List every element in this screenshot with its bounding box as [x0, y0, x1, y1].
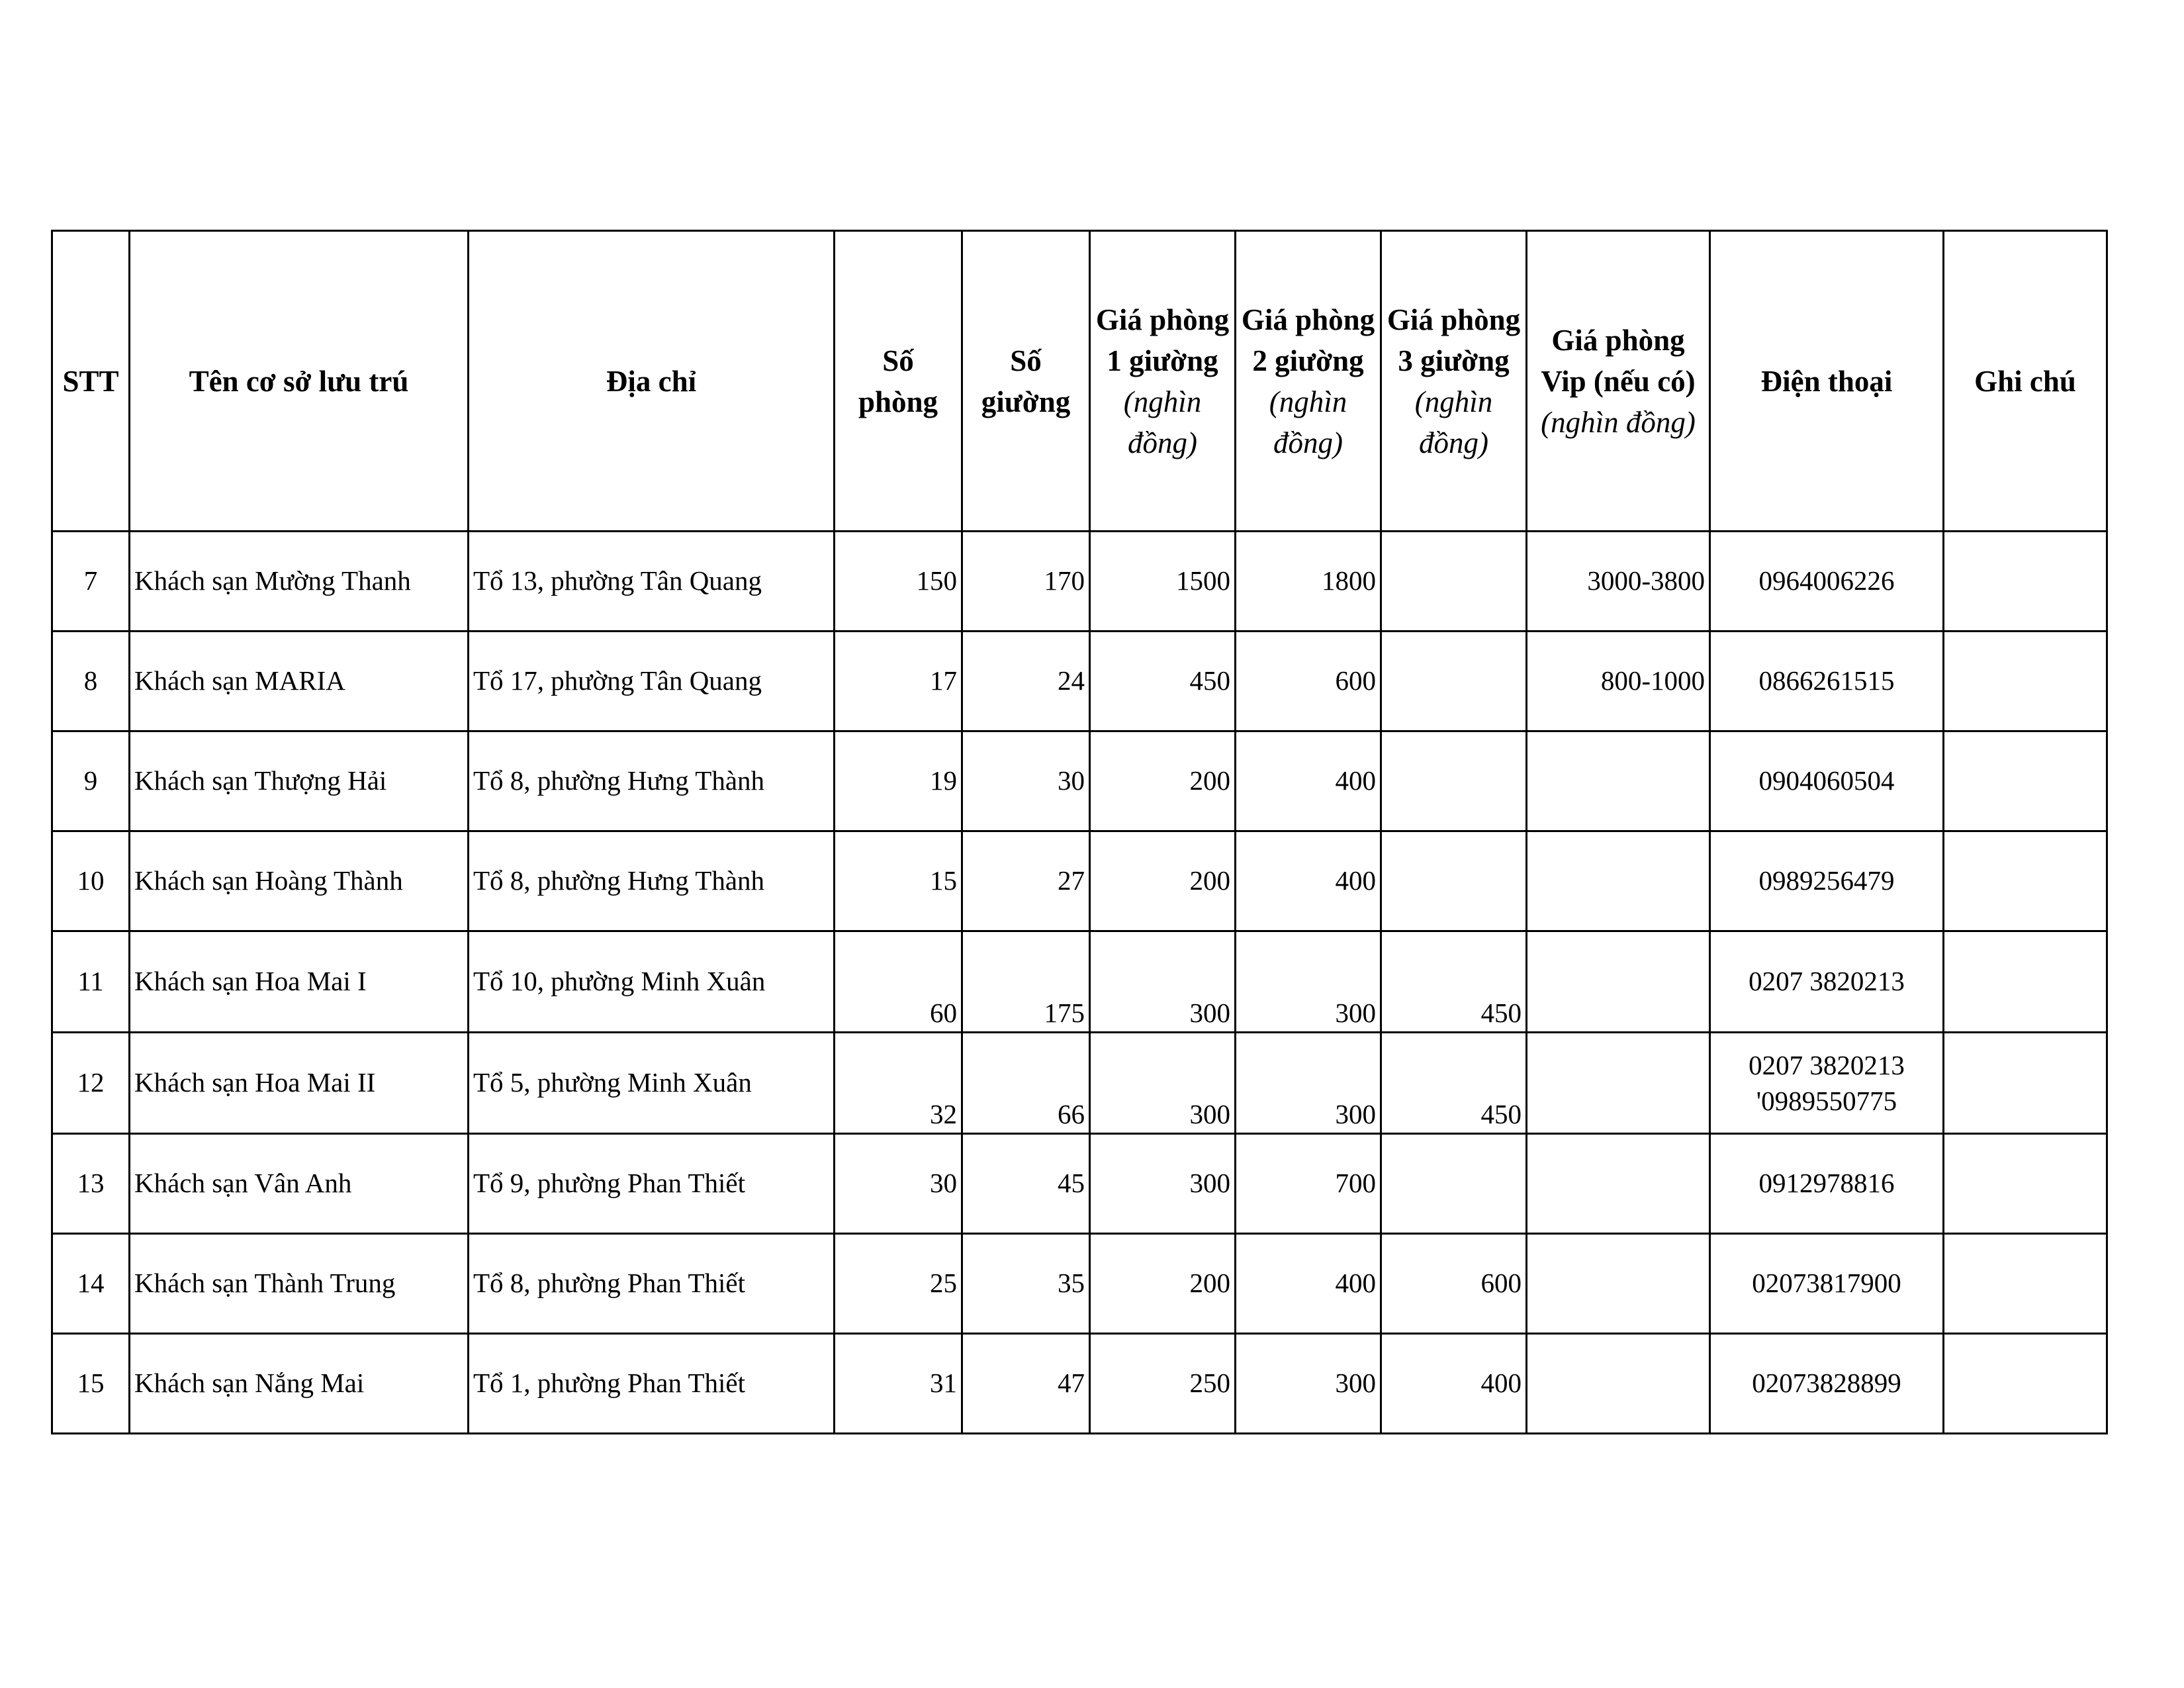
cell-gia-1: 300	[1090, 1033, 1236, 1134]
table-row	[52, 931, 2107, 1033]
cell-gia-vip	[1527, 1234, 1710, 1334]
cell-so-phong: 150	[835, 532, 962, 632]
cell-dien-thoai: 02073828899	[1710, 1334, 1944, 1434]
cell-gia-3	[1381, 532, 1527, 632]
header-dia-chi: Địa chỉ	[469, 231, 835, 532]
cell-gia-1: 300	[1090, 1134, 1236, 1234]
cell-gia-3: 600	[1381, 1234, 1527, 1334]
table-row	[52, 1033, 2107, 1134]
cell-dia-chi: Tổ 13, phường Tân Quang	[469, 532, 835, 632]
cell-so-phong: 31	[835, 1334, 962, 1434]
cell-dien-thoai: 0207 3820213 '0989550775	[1710, 1033, 1944, 1134]
cell-gia-2: 1800	[1236, 532, 1381, 632]
cell-so-giuong: 170	[962, 532, 1090, 632]
cell-ghi-chu	[1944, 931, 2107, 1033]
cell-dien-thoai: 0207 3820213	[1710, 931, 1944, 1033]
cell-gia-3	[1381, 831, 1527, 931]
cell-ghi-chu	[1944, 532, 2107, 632]
cell-gia-vip: 800-1000	[1527, 632, 1710, 731]
cell-ten: Khách sạn Thành Trung	[130, 1234, 469, 1334]
cell-so-giuong: 45	[962, 1134, 1090, 1234]
cell-ten: Khách sạn Vân Anh	[130, 1134, 469, 1234]
cell-gia-2: 700	[1236, 1134, 1381, 1234]
cell-stt: 10	[52, 831, 130, 931]
cell-stt: 14	[52, 1234, 130, 1334]
header-gia-3	[1381, 231, 1527, 532]
cell-so-giuong: 35	[962, 1234, 1090, 1334]
cell-so-phong: 60	[835, 931, 962, 1033]
cell-ghi-chu	[1944, 1334, 2107, 1434]
cell-so-giuong: 66	[962, 1033, 1090, 1134]
header-ten: Tên cơ sở lưu trú	[130, 231, 469, 532]
cell-gia-3	[1381, 731, 1527, 831]
header-gia-vip-unit: (nghìn đồng)	[1541, 405, 1696, 439]
cell-gia-vip	[1527, 1334, 1710, 1434]
cell-ten: Khách sạn Mường Thanh	[130, 532, 469, 632]
header-gia-2	[1236, 231, 1381, 532]
cell-so-giuong: 27	[962, 831, 1090, 931]
header-dien-thoai: Điện thoại	[1710, 231, 1944, 532]
cell-so-giuong: 47	[962, 1334, 1090, 1434]
cell-stt: 15	[52, 1334, 130, 1434]
cell-dien-thoai: 02073817900	[1710, 1234, 1944, 1334]
cell-gia-vip: 3000-3800	[1527, 532, 1710, 632]
table-row	[52, 1234, 2107, 1334]
header-so-phong: Số phòng	[835, 231, 962, 532]
cell-gia-3	[1381, 632, 1527, 731]
cell-gia-2: 300	[1236, 1033, 1381, 1134]
table-row	[52, 831, 2107, 931]
cell-stt: 12	[52, 1033, 130, 1134]
cell-dien-thoai: 0912978816	[1710, 1134, 1944, 1234]
header-gia-vip-label: Giá phòng Vip (nếu có)	[1541, 323, 1696, 398]
cell-gia-vip	[1527, 731, 1710, 831]
cell-gia-3: 400	[1381, 1334, 1527, 1434]
cell-so-phong: 30	[835, 1134, 962, 1234]
header-gia-2-label: Giá phòng 2 giường	[1241, 303, 1375, 377]
table-row	[52, 1334, 2107, 1434]
cell-dia-chi: Tổ 8, phường Hưng Thành	[469, 831, 835, 931]
table-row	[52, 532, 2107, 632]
table-row	[52, 731, 2107, 831]
cell-dia-chi: Tổ 1, phường Phan Thiết	[469, 1334, 835, 1434]
cell-ghi-chu	[1944, 1234, 2107, 1334]
cell-dien-thoai: 0866261515	[1710, 632, 1944, 731]
cell-dia-chi: Tổ 8, phường Hưng Thành	[469, 731, 835, 831]
cell-ten: Khách sạn Thượng Hải	[130, 731, 469, 831]
cell-dia-chi: Tổ 17, phường Tân Quang	[469, 632, 835, 731]
header-gia-1-label: Giá phòng 1 giường	[1095, 303, 1230, 377]
cell-gia-1: 1500	[1090, 532, 1236, 632]
cell-ten: Khách sạn Nắng Mai	[130, 1334, 469, 1434]
cell-ten: Khách sạn MARIA	[130, 632, 469, 731]
cell-gia-2: 400	[1236, 1234, 1381, 1334]
header-gia-1	[1090, 231, 1236, 532]
cell-gia-1: 250	[1090, 1334, 1236, 1434]
cell-ghi-chu	[1944, 831, 2107, 931]
cell-dia-chi: Tổ 5, phường Minh Xuân	[469, 1033, 835, 1134]
cell-so-giuong: 30	[962, 731, 1090, 831]
header-ghi-chu: Ghi chú	[1944, 231, 2107, 532]
cell-stt: 9	[52, 731, 130, 831]
header-row	[52, 231, 2107, 532]
cell-gia-1: 200	[1090, 731, 1236, 831]
cell-gia-3	[1381, 1134, 1527, 1234]
cell-so-phong: 19	[835, 731, 962, 831]
cell-so-giuong: 24	[962, 632, 1090, 731]
accommodation-table	[51, 230, 2108, 1434]
cell-ten: Khách sạn Hoa Mai I	[130, 931, 469, 1033]
cell-dien-thoai: 0964006226	[1710, 532, 1944, 632]
cell-ten: Khách sạn Hoa Mai II	[130, 1033, 469, 1134]
cell-dia-chi: Tổ 10, phường Minh Xuân	[469, 931, 835, 1033]
cell-ghi-chu	[1944, 1134, 2107, 1234]
header-gia-vip	[1527, 231, 1710, 532]
cell-stt: 7	[52, 532, 130, 632]
cell-gia-1: 300	[1090, 931, 1236, 1033]
cell-gia-vip	[1527, 931, 1710, 1033]
cell-gia-1: 200	[1090, 831, 1236, 931]
cell-stt: 8	[52, 632, 130, 731]
cell-dien-thoai: 0904060504	[1710, 731, 1944, 831]
cell-ten: Khách sạn Hoàng Thành	[130, 831, 469, 931]
cell-gia-vip	[1527, 1033, 1710, 1134]
cell-gia-3: 450	[1381, 931, 1527, 1033]
cell-ghi-chu	[1944, 632, 2107, 731]
cell-gia-3: 450	[1381, 1033, 1527, 1134]
cell-gia-vip	[1527, 831, 1710, 931]
cell-gia-1: 450	[1090, 632, 1236, 731]
cell-gia-2: 400	[1236, 831, 1381, 931]
cell-ghi-chu	[1944, 1033, 2107, 1134]
cell-so-phong: 17	[835, 632, 962, 731]
cell-gia-2: 600	[1236, 632, 1381, 731]
cell-dien-thoai: 0989256479	[1710, 831, 1944, 931]
cell-ghi-chu	[1944, 731, 2107, 831]
cell-gia-2: 300	[1236, 931, 1381, 1033]
header-gia-1-unit: (nghìn đồng)	[1123, 385, 1202, 459]
cell-stt: 11	[52, 931, 130, 1033]
header-gia-2-unit: (nghìn đồng)	[1269, 385, 1347, 459]
table-row	[52, 632, 2107, 731]
cell-so-phong: 32	[835, 1033, 962, 1134]
cell-stt: 13	[52, 1134, 130, 1234]
cell-gia-1: 200	[1090, 1234, 1236, 1334]
cell-so-giuong: 175	[962, 931, 1090, 1033]
header-gia-3-label: Giá phòng 3 giường	[1387, 303, 1521, 377]
cell-so-phong: 25	[835, 1234, 962, 1334]
header-stt: STT	[52, 231, 130, 532]
cell-gia-vip	[1527, 1134, 1710, 1234]
cell-gia-2: 400	[1236, 731, 1381, 831]
cell-dia-chi: Tổ 9, phường Phan Thiết	[469, 1134, 835, 1234]
cell-gia-2: 300	[1236, 1334, 1381, 1434]
header-gia-3-unit: (nghìn đồng)	[1414, 385, 1493, 459]
table-row	[52, 1134, 2107, 1234]
cell-dia-chi: Tổ 8, phường Phan Thiết	[469, 1234, 835, 1334]
cell-so-phong: 15	[835, 831, 962, 931]
header-so-giuong: Số giường	[962, 231, 1090, 532]
